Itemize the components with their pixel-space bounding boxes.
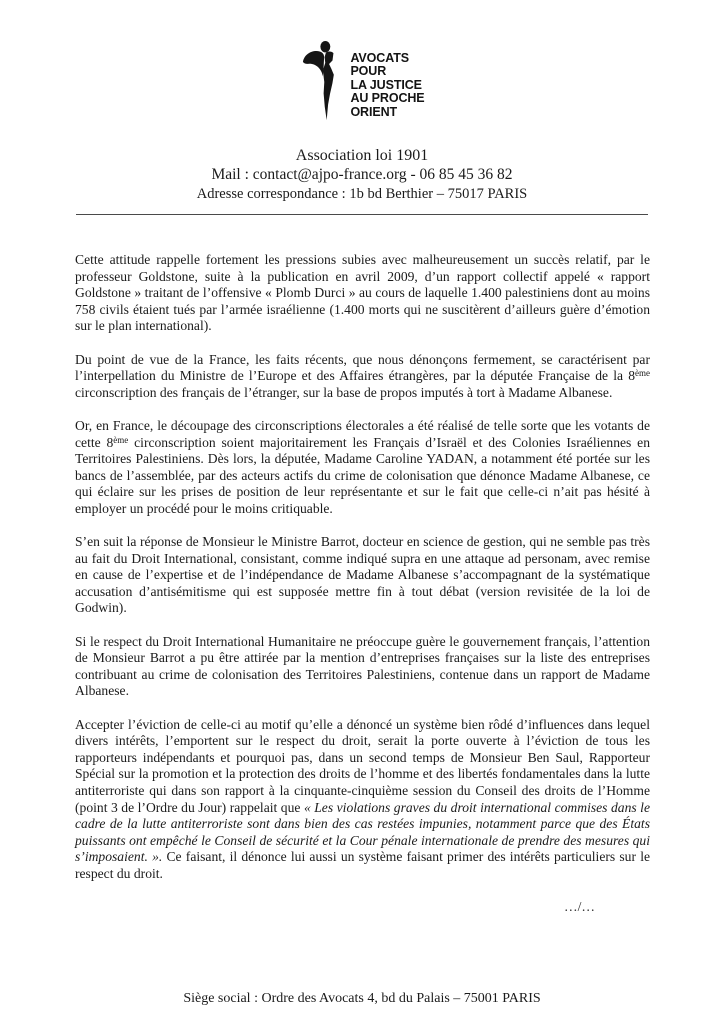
paragraph-text: Si le respect du Droit International Humanitaire ne préoccupe guère le gouvernement français, l’attention de Monsieur Barrot a pu être attirée par la mention d’entreprises françaises sur la liste des entreprises contribuant au crime de colonisation des Territoires Palestiniens, contenue dans un rapport de Madame Albanese.: [75, 633, 650, 699]
header-divider: [76, 214, 648, 215]
paragraph-text: Cette attitude rappelle fortement les pressions subies avec malheureusement un succès relatif, par le professeur Goldstone, suite à la publication en avril 2009, d’un rapport collectif appelé « rapport Goldstone » traitant de l’offensive « Plomb Durci » au cours de laquelle 1.400 palestiniens dont au moins 758 civils étaient tués par l’armée israélienne (1.400 morts qui ne suscitèrent d’ailleurs guère d’émotion sur le plan international).: [75, 252, 650, 334]
paragraph-text: Du point de vue de la France, les faits récents, que nous dénonçons fermement, se caractérisent par l’interpellation du Ministre de l’Europe et des Affaires étrangères, par la députée Française de la 8: [75, 351, 650, 384]
address-line: Adresse correspondance : 1b bd Berthier – 75017 PARIS: [196, 186, 528, 202]
paragraph-5: [75, 634, 650, 700]
letter-footer: [0, 991, 724, 1007]
logo-wordmark-line: AU PROCHE: [350, 91, 425, 106]
letter-body: [75, 252, 650, 916]
paragraph-text: circonscription soient majoritairement les Français d’Israël et des Colonies Israéliennes en Territoires Palestiniens. Dès lors, la députée, Madame Caroline YADAN, a notamment été portée sur les bancs de l’assemblée, par des acteurs actifs du crime de colonisation que dénonce Madame Albanese, ce qui éclaire sur les prises de position de leur représentante et sur le fait que celle-ci n’ait pas hésité à employer un procédé pour le moins critiquable.: [75, 434, 650, 516]
association-line: Association loi 1901: [295, 147, 429, 164]
paragraph-4: [75, 534, 650, 617]
paragraph-text: Or, en France, le découpage des circonscriptions électorales a été réalisé de telle sorte que les votants de cette 8: [75, 417, 650, 450]
logo-wordmark-line: POUR: [350, 64, 387, 79]
letterhead: [0, 0, 724, 215]
paragraph-text: Accepter l’éviction de celle-ci au motif qu’elle a dénoncé un système bien rôdé d’influences dans lequel divers intérêts, l’emportent sur le respect du droit, serait la porte ouverte à l’éviction de tous les rapporteurs indépendants et pourquoi pas, dans un second temps de Monsieur Ben Saul, Rapporteur Spécial sur la promotion et la protection des droits de l’homme et des libertés fondamentales dans la lutte antiterroriste qui dans son rapport à la cinquante-cinquième session du Conseil des droits de l’Homme (point 3 de l’Ordre du Jour) rappelait que: [75, 716, 650, 815]
continuation-mark: …/…: [564, 899, 595, 915]
logo-wordmark: [350, 52, 424, 119]
paragraph-text: S’en suit la réponse de Monsieur le Ministre Barrot, docteur en science de gestion, qui ne semble pas très au fait du Droit International, consistant, comme indiqué supra en une attaque ad personam, avec remise en cause de l’expertise et de l’indépendance de Madame Albanese s’accompagnant de la systématique accusation d’antisémitisme qui est supposée mettre fin à tout débat (version revisitée de la loi de Godwin).: [75, 534, 650, 616]
paragraph-2: [75, 352, 650, 402]
superscript-ordinal: ème: [113, 434, 129, 445]
logo-wordmark-line: ORIENT: [350, 104, 398, 119]
paragraph-1: [75, 252, 650, 335]
logo: [0, 40, 724, 122]
paragraph-text: circonscription des français de l’étranger, sur la base de propos imputés à tort à Madame Albanese.: [75, 384, 613, 400]
logo-wordmark-line: AVOCATS: [350, 51, 409, 65]
logo-figure-icon: [299, 40, 345, 122]
paragraph-6: [75, 717, 650, 883]
superscript-ordinal: ème: [635, 368, 650, 379]
siege-social-line: Siège social : Ordre des Avocats 4, bd du Palais – 75001 PARIS: [183, 991, 541, 1006]
logo-wordmark-line: LA JUSTICE: [350, 77, 422, 92]
paragraph-text: Ce faisant, il dénonce lui aussi un système faisant primer des intérêts particuliers sur le respect du droit.: [75, 849, 651, 881]
quoted-italic-text: « Les violations graves du droit international commises dans le cadre de la lutte antiterroriste sont dans bien des cas restées impunies, notamment parce que des États puissants ont empêché le Conseil de sécurité et la Cour pénale internationale de prendre des mesures qui s’imposaient. ».: [75, 799, 650, 865]
contact-line: Mail : contact@ajpo-france.org - 06 85 45 36 82: [211, 166, 513, 183]
paragraph-3: [75, 418, 650, 518]
